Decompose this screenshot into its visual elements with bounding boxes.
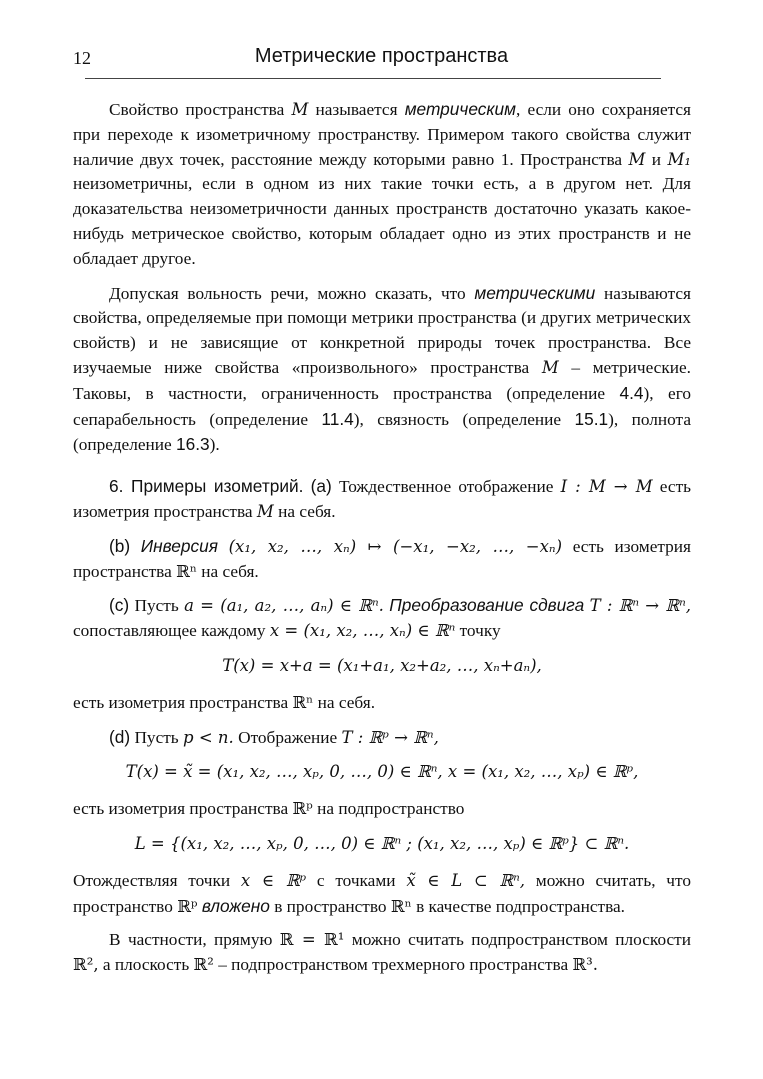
running-title: Метрические пространства <box>254 45 509 67</box>
text: ), связность (определение <box>353 409 562 429</box>
display-formula-subspace: L = {(x₁, x₂, …, xₚ, 0, …, 0) ∈ ℝⁿ ; (x₁, x₂, …, xₚ) ∈ ℝᵖ} ⊂ ℝⁿ. <box>134 833 630 853</box>
math: x = (x₁, x₂, …, xₙ) ∈ ℝⁿ <box>269 621 456 641</box>
text: в пространство <box>274 896 387 916</box>
text: Допуская вольность речи, можно сказать, что <box>109 283 466 303</box>
text: есть изометрия пространства <box>73 536 691 581</box>
item-label: (c) <box>109 595 130 616</box>
text: можно считать, что пространство <box>73 870 691 916</box>
text: , если оно сохраняется при переходе к изометричному пространству. Примером такого свойства служит наличие двух точек, расстояние между которыми равно 1. Пространства <box>73 100 692 169</box>
math: ℝⁿ <box>292 692 314 712</box>
text: – метрические. Таковы, в частности, ограниченность пространства (определение <box>73 357 691 403</box>
page-number: 12 <box>73 48 91 68</box>
math: ℝᵖ <box>292 799 313 819</box>
cross-reference: 16.3 <box>175 434 210 455</box>
text: есть изометрия пространства <box>73 477 692 521</box>
text: на себя. <box>201 561 259 581</box>
display-formula-embedding: T(x) = x̃ = (x₁, x₂, …, xₚ, 0, …, 0) ∈ ℝⁿ, x = (x₁, x₂, …, xₚ) ∈ ℝᵖ, <box>125 762 639 782</box>
text: Свойство пространства <box>109 100 285 119</box>
item-label: (d) <box>109 726 131 747</box>
term: метрическим <box>404 99 516 119</box>
term: метрическими <box>474 282 596 303</box>
text: Отождествляя точки <box>73 870 231 890</box>
math: ℝᵖ <box>177 896 198 916</box>
text: на себя. <box>317 692 376 712</box>
math: ℝⁿ <box>176 561 197 581</box>
example-a <box>73 474 691 525</box>
text: В частности, прямую <box>109 930 273 950</box>
example-c <box>73 593 691 644</box>
cross-reference: 11.4 <box>321 408 354 429</box>
math: ℝⁿ <box>390 896 412 916</box>
section-heading: 6. Примеры изометрий. <box>109 476 304 497</box>
math: a = (a₁, a₂, …, aₙ) ∈ ℝⁿ. <box>184 596 384 616</box>
text: сопоставляющее каждому <box>73 621 266 641</box>
text: а плоскость <box>102 955 190 975</box>
display-formula-shift: T(x) = x+a = (x₁+a₁, x₂+a₂, …, xₙ+aₙ), <box>222 655 542 675</box>
math: ℝ² <box>193 955 214 975</box>
example-b <box>73 534 691 585</box>
text: в качестве подпространства. <box>416 896 625 916</box>
math: (x₁, x₂, …, xₙ) ↦ (−x₁, −x₂, …, −xₙ) <box>228 536 563 556</box>
header-divider <box>85 78 661 79</box>
item-label: (b) <box>109 535 131 556</box>
term: Преобразование сдвига <box>389 595 585 616</box>
term: Инверсия <box>140 535 218 556</box>
text: с точками <box>316 870 396 890</box>
text: называются свойства, определяемые при помощи метрики пространства (и других метрических свойств) и не зависящие от конкретной природы точек пространства. Все изучаемые ниже свойства «произвольного» пространства <box>73 283 691 377</box>
text: Пусть <box>134 596 179 616</box>
math: x̃ ∈ L ⊂ ℝⁿ, <box>406 870 526 890</box>
math: T : ℝⁿ → ℝⁿ, <box>589 596 692 616</box>
math: M <box>256 501 274 521</box>
example-d-conclusion <box>73 869 691 920</box>
text: называется <box>315 100 398 119</box>
text: ), полнота (определение <box>73 409 691 455</box>
cross-reference: 4.4 <box>619 382 644 403</box>
text: на себя. <box>278 501 336 521</box>
example-d-text <box>73 797 691 822</box>
term: вложено <box>201 895 270 916</box>
math: I : M → M <box>560 477 653 497</box>
math: M₁ <box>667 149 691 169</box>
text: ), его сепарабельность (определение <box>73 383 691 429</box>
page-body <box>73 97 691 987</box>
math: M <box>628 149 646 169</box>
math: M <box>541 357 559 377</box>
text: на подпространство <box>317 799 465 819</box>
text: Отображение <box>238 727 338 747</box>
item-label: (a) <box>310 476 332 497</box>
text: точку <box>459 621 501 641</box>
math: ℝ², <box>73 955 99 975</box>
paragraph-last <box>73 928 691 978</box>
paragraph-1 <box>73 97 691 272</box>
math: M <box>291 100 309 119</box>
example-d <box>73 725 691 751</box>
text: можно считать подпространством плоскости <box>351 930 691 950</box>
math: ℝ = ℝ¹ <box>279 930 345 950</box>
text: – подпространством трехмерного пространства <box>218 955 569 975</box>
math: T : ℝᵖ → ℝⁿ, <box>341 727 439 747</box>
text: ). <box>209 435 220 455</box>
math: x ∈ ℝᵖ <box>240 870 307 890</box>
text: есть изометрия пространства <box>73 692 289 712</box>
example-c-conclusion <box>73 691 691 716</box>
text: и <box>651 149 662 169</box>
math: p < n. <box>183 727 234 747</box>
text: неизометричны, если в одном из них такие точки есть, а в другом нет. Для доказательства неизометричности данных пространств достаточно указать какое-нибудь метрическое свойство, которым обладает одно из этих пространств и не обладает другое. <box>73 174 691 268</box>
math: ℝ³. <box>572 955 599 975</box>
text: Тождественное отображение <box>338 477 554 497</box>
paragraph-2 <box>73 281 691 459</box>
text: есть изометрия пространства <box>73 799 289 819</box>
cross-reference: 15.1 <box>574 408 609 429</box>
text: Пусть <box>134 727 179 747</box>
